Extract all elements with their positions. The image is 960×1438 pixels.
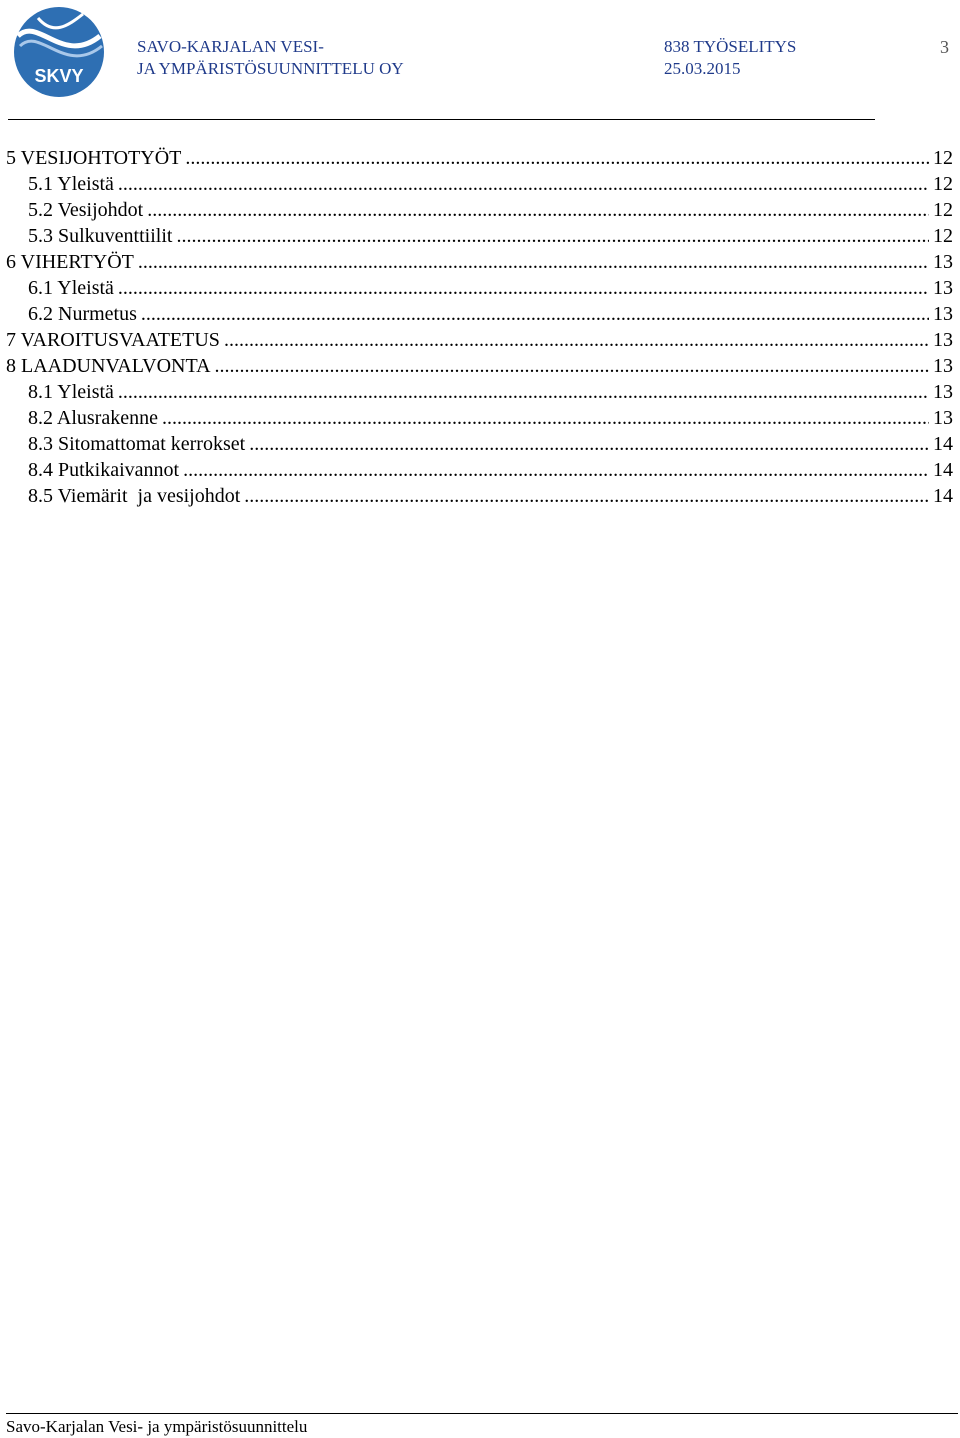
toc-entry-title: 5 VESIJOHTOTYÖT <box>6 147 182 169</box>
toc-leader-dots <box>118 275 929 301</box>
document-title: 838 TYÖSELITYS <box>664 37 797 56</box>
footer-text: Savo-Karjalan Vesi- ja ympäristösuunnittelu <box>6 1417 308 1436</box>
toc-entry-page: 12 <box>933 199 953 221</box>
toc-leader-dots <box>147 197 929 223</box>
toc-leader-dots <box>185 145 929 171</box>
toc-entry[interactable] <box>6 275 953 301</box>
toc-entry-title: 8.2 Alusrakenne <box>28 407 158 429</box>
toc-entry-title: 6.2 Nurmetus <box>28 303 137 325</box>
toc-entry[interactable] <box>6 457 953 483</box>
toc-entry-title: 8.5 Viemärit ja vesijohdot <box>28 485 241 507</box>
toc-entry[interactable] <box>6 431 953 457</box>
document-info <box>664 36 796 80</box>
toc-entry-title: 8.1 Yleistä <box>28 381 114 403</box>
skvy-logo <box>8 6 110 98</box>
toc-entry[interactable] <box>6 379 953 405</box>
toc-entry-title: 8.3 Sitomattomat kerrokset <box>28 433 246 455</box>
toc-leader-dots <box>118 379 929 405</box>
toc-entry-title: 6 VIHERTYÖT <box>6 251 134 273</box>
toc-entry-page: 13 <box>933 407 953 429</box>
toc-entry-page: 13 <box>933 303 953 325</box>
table-of-contents <box>6 145 953 509</box>
company-line-1: SAVO-KARJALAN VESI- <box>137 37 324 56</box>
logo-text: SKVY <box>34 66 84 86</box>
toc-entry[interactable] <box>6 327 953 353</box>
header-divider <box>8 119 875 120</box>
toc-entry-page: 13 <box>933 355 953 377</box>
toc-leader-dots <box>249 431 929 457</box>
toc-entry[interactable] <box>6 249 953 275</box>
toc-leader-dots <box>224 327 929 353</box>
toc-leader-dots <box>215 353 929 379</box>
toc-entry[interactable] <box>6 145 953 171</box>
toc-entry-page: 14 <box>933 433 953 455</box>
toc-entry-page: 12 <box>933 173 953 195</box>
toc-entry-title: 5.2 Vesijohdot <box>28 199 144 221</box>
toc-leader-dots <box>141 301 929 327</box>
toc-entry-page: 13 <box>933 329 953 351</box>
toc-leader-dots <box>244 483 929 509</box>
page-number: 3 <box>940 37 949 57</box>
toc-leader-dots <box>138 249 929 275</box>
toc-entry-page: 14 <box>933 459 953 481</box>
document-date: 25.03.2015 <box>664 59 741 78</box>
toc-entry[interactable] <box>6 405 953 431</box>
company-line-2: JA YMPÄRISTÖSUUNNITTELU OY <box>137 59 404 78</box>
toc-entry-page: 13 <box>933 381 953 403</box>
toc-entry-title: 8.4 Putkikaivannot <box>28 459 180 481</box>
toc-entry-title: 5.1 Yleistä <box>28 173 114 195</box>
toc-entry[interactable] <box>6 223 953 249</box>
toc-leader-dots <box>183 457 929 483</box>
toc-entry[interactable] <box>6 353 953 379</box>
toc-entry[interactable] <box>6 301 953 327</box>
toc-leader-dots <box>176 223 929 249</box>
toc-leader-dots <box>118 171 929 197</box>
company-name <box>137 36 404 80</box>
toc-leader-dots <box>162 405 929 431</box>
toc-entry[interactable] <box>6 197 953 223</box>
toc-entry-title: 5.3 Sulkuventtiilit <box>28 225 173 247</box>
footer-divider <box>6 1413 958 1414</box>
toc-entry-page: 13 <box>933 251 953 273</box>
toc-entry-page: 12 <box>933 147 953 169</box>
toc-entry[interactable] <box>6 483 953 509</box>
toc-entry[interactable] <box>6 171 953 197</box>
toc-entry-page: 12 <box>933 225 953 247</box>
toc-entry-title: 6.1 Yleistä <box>28 277 114 299</box>
toc-entry-page: 14 <box>933 485 953 507</box>
toc-entry-title: 7 VAROITUSVAATETUS <box>6 329 220 351</box>
toc-entry-page: 13 <box>933 277 953 299</box>
toc-entry-title: 8 LAADUNVALVONTA <box>6 355 211 377</box>
